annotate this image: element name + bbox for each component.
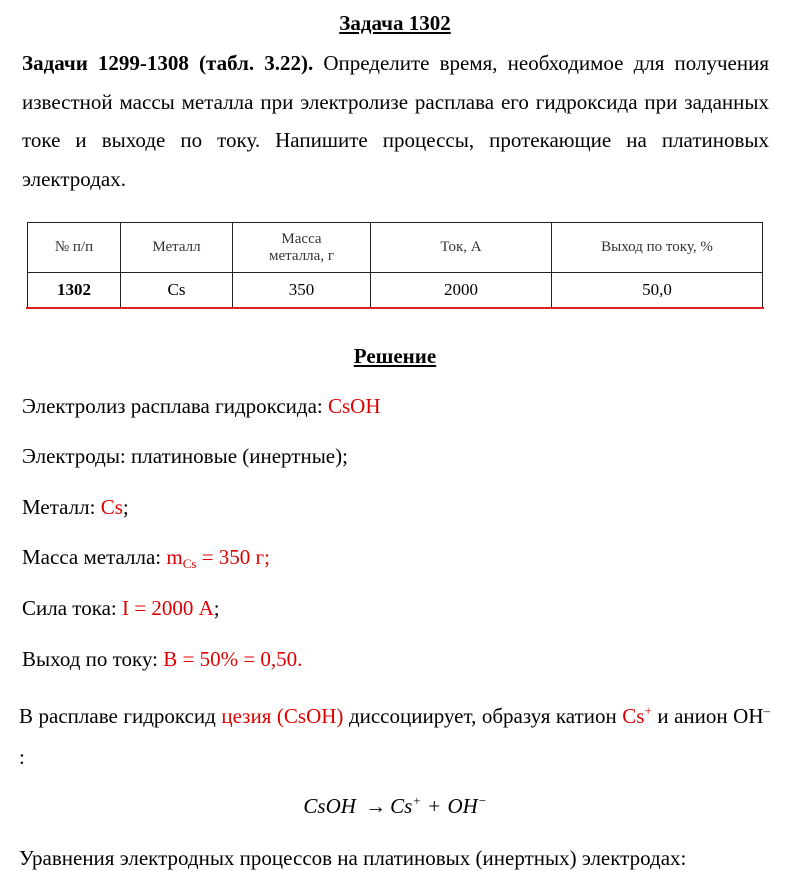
anion-symbol: OH–	[733, 703, 770, 728]
electrode-processes-heading: Уравнения электродных процессов на платиновых (инертных) электродах:	[19, 846, 687, 870]
given-yield: Выход по току: В = 50% = 0,50.	[22, 647, 303, 671]
cation-symbol: Cs+	[622, 703, 652, 728]
header-yield: Выход по току, %	[552, 223, 763, 273]
header-metal: Металл	[121, 223, 233, 273]
table-row	[28, 273, 763, 308]
given-metal: Металл: Cs;	[22, 495, 129, 519]
current-value: I = 2000 А	[122, 596, 214, 620]
yield-value: В = 50% = 0,50.	[163, 647, 303, 671]
problem-text: Определите время, необходимое для получения известной массы металла при электролизе расплава его гидроксида при заданных токе и выходе по току. Напишите процессы, протекающие на платиновых электродах.	[22, 51, 769, 191]
cesium-name: цезия (CsOH)	[221, 704, 344, 728]
data-table	[27, 222, 763, 308]
cell-mass: 350	[233, 273, 371, 308]
given-current: Сила тока: I = 2000 А;	[22, 596, 220, 620]
given-electrodes: Электроды: платиновые (инертные);	[22, 444, 348, 468]
mass-value: $m_{Cs} = 350$ г;	[166, 545, 270, 571]
problem-title: Задача 1302	[339, 11, 451, 35]
table-header-row	[28, 223, 763, 273]
reaction-arrow: →	[365, 794, 387, 818]
cell-yield: 50,0	[552, 273, 763, 308]
electrolyte-formula: CsOH	[328, 394, 381, 418]
dissociation-paragraph: В расплаве гидроксид цезия (CsOH) диссоциирует, образуя катион Cs+ и анион OH– :	[19, 703, 770, 769]
given-mass: Масса металла: $m_{Cs} = 350$ г;	[22, 545, 270, 571]
header-current: Ток, А	[371, 223, 552, 273]
header-mass: Масса металла, г	[233, 223, 371, 273]
cell-current: 2000	[371, 273, 552, 308]
cell-metal: Cs	[121, 273, 233, 308]
given-electrolysis: Электролиз расплава гидроксида: CsOH	[22, 394, 381, 418]
metal-symbol: Cs	[100, 495, 123, 519]
red-underline	[26, 307, 764, 309]
dissociation-equation: CsOH → Cs+ + OH−	[303, 793, 487, 818]
problem-statement	[22, 44, 769, 198]
header-number: № п/п	[28, 223, 121, 273]
cell-number: 1302	[28, 273, 121, 308]
problem-lead: Задачи 1299-1308 (табл. 3.22).	[22, 51, 314, 75]
solution-title: Решение	[353, 344, 437, 368]
